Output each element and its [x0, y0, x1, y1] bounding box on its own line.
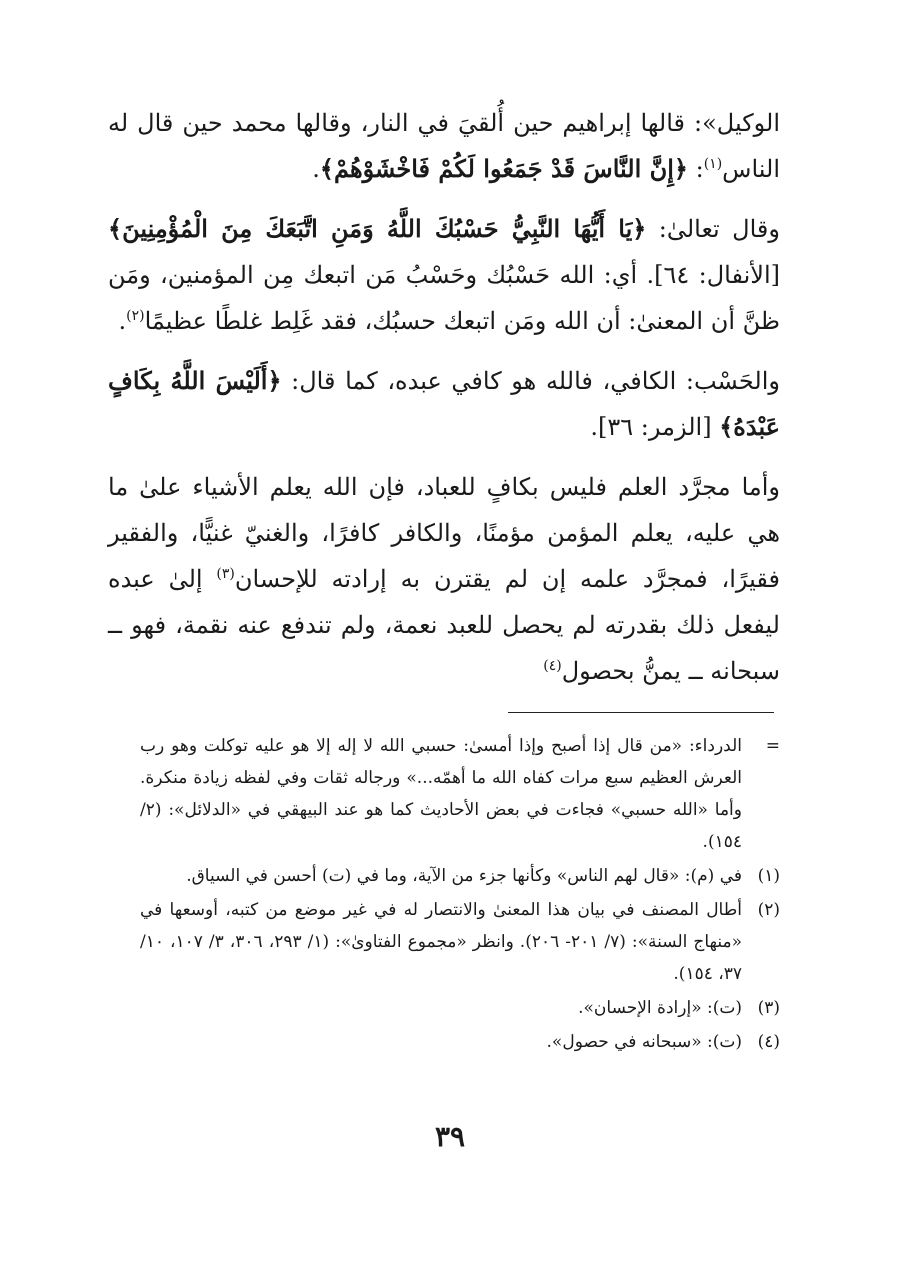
quran-verse-1: ﴿إِنَّ النَّاسَ قَدْ جَمَعُوا لَكُمْ فَاخْشَوْهُمْ﴾ [319, 154, 688, 183]
paragraph-4 [108, 464, 780, 694]
footnote-2-text: أطال المصنف في بيان هذا المعنىٰ والانتصار له في غير موضع من كتبه، أوسعها في «منهاج السنة»: (٧/ ٢٠١- ٢٠٦). وانظر «مجموع الفتاوىٰ»: (١/ ٢٩٣، ٣٠٦، ٣/ ١٠٧، ١٠/ ٣٧، ١٥٤). [140, 900, 742, 984]
footnote-ref-3[interactable]: (٣) [216, 566, 235, 582]
footnote-ref-2[interactable]: (٢) [126, 308, 145, 324]
footnote-4 [140, 1026, 780, 1058]
footnotes [140, 730, 780, 1060]
paragraph-2-text: [الأنفال: ٦٤]. أي: الله حَسْبُك وحَسْبُ مَن اتبعك مِن المؤمنين، ومَن ظنَّ أن المعنىٰ: أن الله ومَن اتبعك حسبُك، فقد غَلِط غلطًا عظيمًا [108, 261, 780, 335]
footnote-2-marker: (٢) [757, 900, 780, 920]
quran-verse-2: ﴿يَا أَيُّهَا النَّبِيُّ حَسْبُكَ اللَّهُ وَمَنِ اتَّبَعَكَ مِنَ الْمُؤْمِنِينَ﴾ [108, 214, 647, 243]
footnote-ref-4[interactable]: (٤) [543, 658, 562, 674]
footnote-2 [140, 894, 780, 990]
footnote-3-marker: (٣) [757, 998, 780, 1018]
paragraph-3-text: والحَسْب: الكافي، فالله هو كافي عبده، كما قال: [281, 367, 780, 395]
footnote-1-marker: (١) [757, 866, 780, 886]
footnote-1-text: في (م): «قال لهم الناس» وكأنها جزء من الآية، وما في (ت) أحسن في السياق. [186, 866, 742, 886]
paragraph-2-end: . [118, 307, 127, 335]
paragraph-2-intro: وقال تعالىٰ: [646, 215, 780, 243]
paragraph-1-text: الوكيل»: قالها إبراهيم حين أُلقيَ في النار، وقالها محمد حين قال له الناس [108, 109, 780, 183]
footnote-1 [140, 860, 780, 892]
footnote-3-text: (ت): «إرادة الإحسان». [578, 998, 742, 1018]
footnote-3 [140, 992, 780, 1024]
footnote-separator [508, 712, 774, 713]
footnote-4-marker: (٤) [757, 1032, 780, 1052]
paragraph-3 [108, 358, 780, 450]
main-text [108, 100, 780, 694]
paragraph-4-text-1: وأما مجرَّد العلم فليس بكافٍ للعباد، فإن الله يعلم الأشياء علىٰ ما هي عليه، يعلم المؤمن مؤمنًا، والكافر كافرًا، والغنيّ غنيًّا، والفقير فقيرًا، فمجرَّد علمه إن لم يقترن به إرادته للإحسان [108, 473, 780, 593]
paragraph-2 [108, 206, 780, 344]
footnote-ref-1[interactable]: (١) [703, 156, 723, 172]
paragraph-1 [108, 100, 780, 192]
footnote-continuation-text: الدرداء: «من قال إذا أصبح وإذا أمسىٰ: حسبي الله لا إله إلا هو عليه توكلت وهو رب العرش العظيم سبع مرات كفاه الله ما أهمّه...» ورجاله ثقات وفي لفظه زيادة منكرة. وأما «الله حسبي» فجاءت في بعض الأحاديث كما هو عند البيهقي في «الدلائل»: (٢/ ١٥٤). [140, 736, 742, 852]
page-number: ٣٩ [434, 1120, 466, 1153]
footnote-4-text: (ت): «سبحانه في حصول». [546, 1032, 742, 1052]
page-body [108, 100, 780, 694]
paragraph-4-text-2: إلىٰ عبده ليفعل ذلك بقدرته لم يحصل للعبد نعمة، ولم تندفع عنه نقمة، فهو ــ سبحانه ــ يمنُّ بحصول [108, 565, 780, 685]
paragraph-1-end: . [312, 155, 320, 183]
paragraph-3-end: [الزمر: ٣٦]. [590, 413, 720, 441]
quran-verse-3: ﴿أَلَيْسَ اللَّهُ بِكَافٍ عَبْدَهُ﴾ [108, 366, 780, 441]
paragraph-1-colon: : [687, 155, 704, 183]
footnote-continuation [140, 730, 780, 858]
footnote-continuation-marker: = [765, 736, 780, 756]
